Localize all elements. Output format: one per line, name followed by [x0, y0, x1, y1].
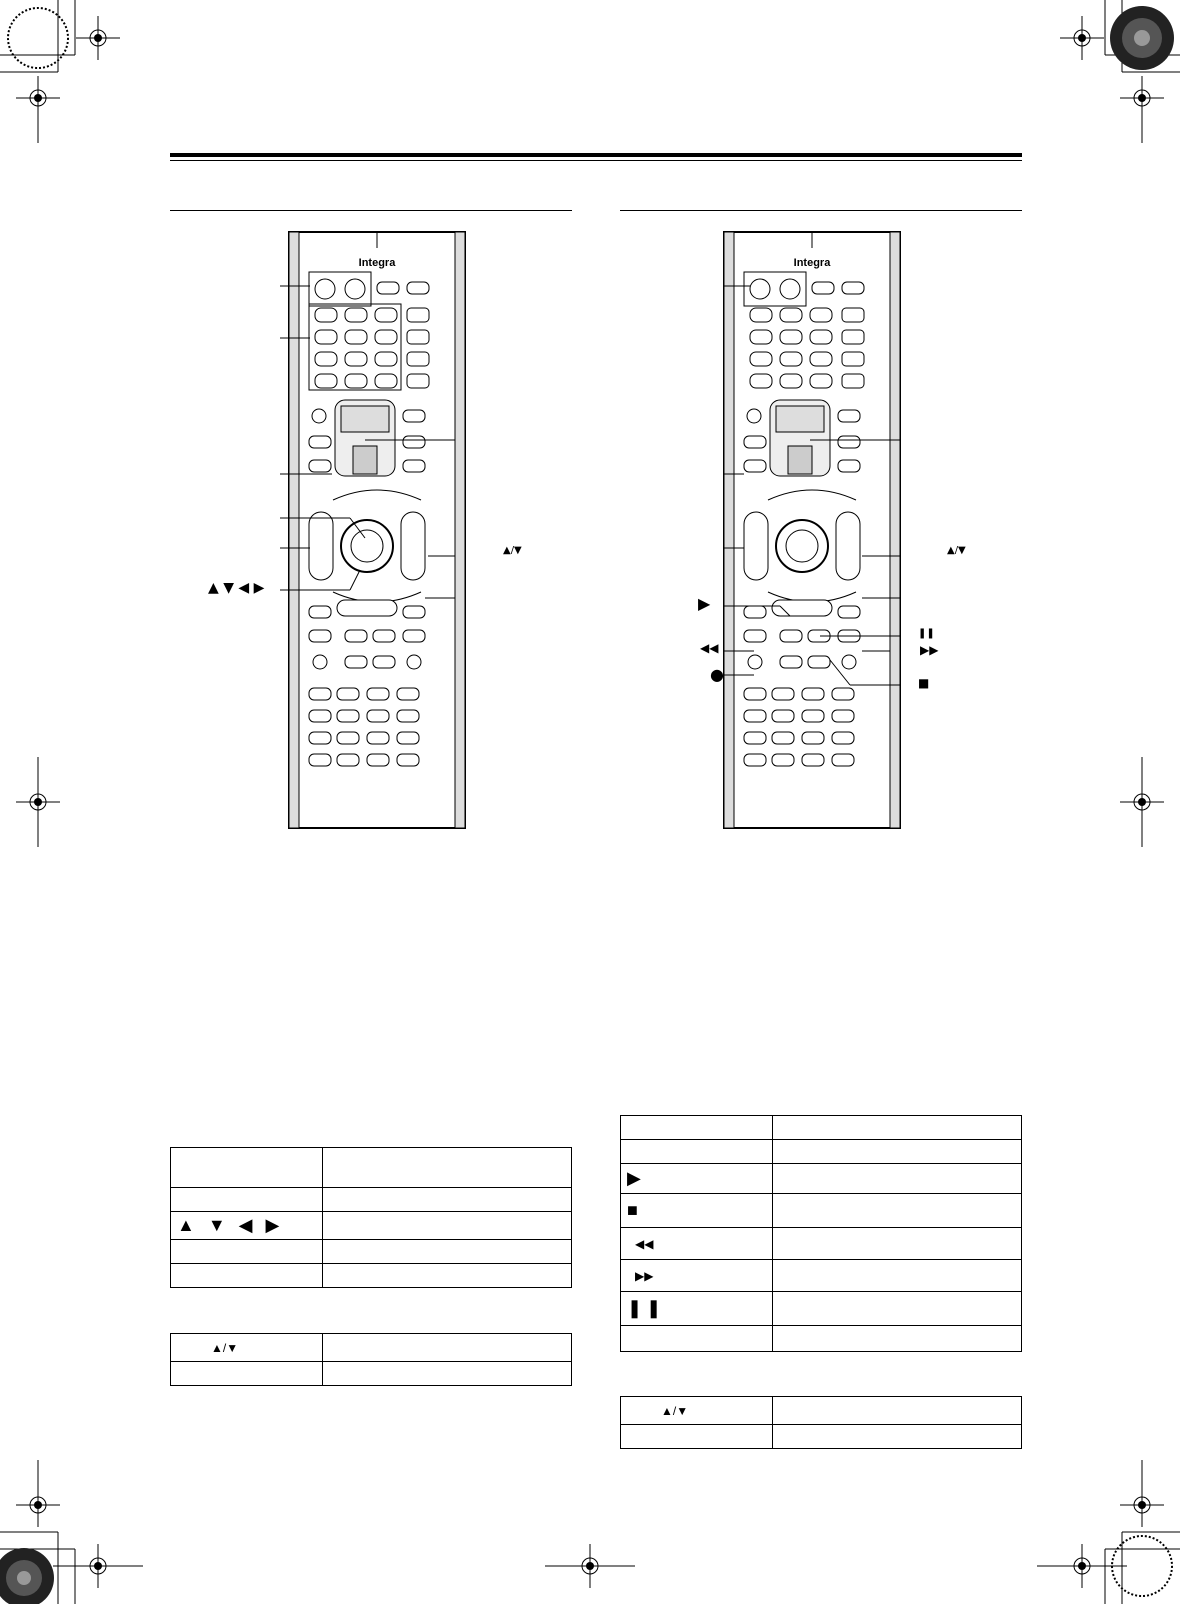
table-cell: ▶ [621, 1164, 773, 1194]
table-cell: ■ [621, 1194, 773, 1228]
table-cell: ▲/▼ [621, 1397, 773, 1425]
table-cell [773, 1292, 1022, 1326]
right-section-rule [620, 210, 1022, 211]
header-rule-thin [170, 160, 1022, 161]
table-cell [171, 1148, 323, 1188]
table-cell [323, 1188, 572, 1212]
left-section-rule [170, 210, 572, 211]
table-cell [773, 1116, 1022, 1140]
table-cell [323, 1264, 572, 1288]
header-rule-thick [170, 153, 1022, 157]
table-cell [621, 1326, 773, 1352]
table-cell [773, 1164, 1022, 1194]
table-cell: ▶▶ [621, 1260, 773, 1292]
left-updown-callout: ▲/▼ [503, 545, 522, 556]
right-volume-table [620, 1396, 1022, 1449]
table-cell [621, 1116, 773, 1140]
table-cell [773, 1194, 1022, 1228]
table-cell [171, 1188, 323, 1212]
table-cell [323, 1362, 572, 1386]
left-volume-table [170, 1333, 572, 1386]
right-rewind-callout: ◀◀ [700, 641, 719, 655]
table-cell [773, 1326, 1022, 1352]
table-cell [323, 1212, 572, 1240]
table-cell [773, 1140, 1022, 1164]
table-cell [171, 1264, 323, 1288]
left-arrows-callout: ▲ ▼ ◀ ▶ [208, 580, 265, 596]
table-cell [171, 1362, 323, 1386]
table-cell [323, 1240, 572, 1264]
right-pause-callout: ❚❚ [918, 628, 935, 639]
table-cell [171, 1240, 323, 1264]
remote-brand: Integra [358, 257, 396, 269]
right-play-callout: ▶ [698, 594, 711, 613]
table-cell: ◀◀ [621, 1228, 773, 1260]
table-cell [323, 1148, 572, 1188]
right-ffwd-callout: ▶▶ [920, 643, 939, 657]
table-cell [323, 1334, 572, 1362]
right-callout-lines [690, 270, 940, 690]
table-cell [773, 1425, 1022, 1449]
right-stop-callout: ■ [918, 676, 930, 690]
left-function-table [170, 1147, 572, 1288]
right-function-table [620, 1115, 1022, 1352]
table-cell [773, 1397, 1022, 1425]
table-cell [621, 1140, 773, 1164]
table-cell [621, 1425, 773, 1449]
table-cell [773, 1260, 1022, 1292]
table-cell: ▲/▼ [171, 1334, 323, 1362]
table-cell [773, 1228, 1022, 1260]
remote-brand-right: Integra [793, 257, 831, 269]
table-cell: ❚❚ [621, 1292, 773, 1326]
right-record-callout: ● [710, 665, 724, 684]
left-callout-lines [250, 270, 480, 600]
table-cell: ▲ ▼ ◀ ▶ [171, 1212, 323, 1240]
right-updown-callout: ▲/▼ [947, 545, 966, 556]
